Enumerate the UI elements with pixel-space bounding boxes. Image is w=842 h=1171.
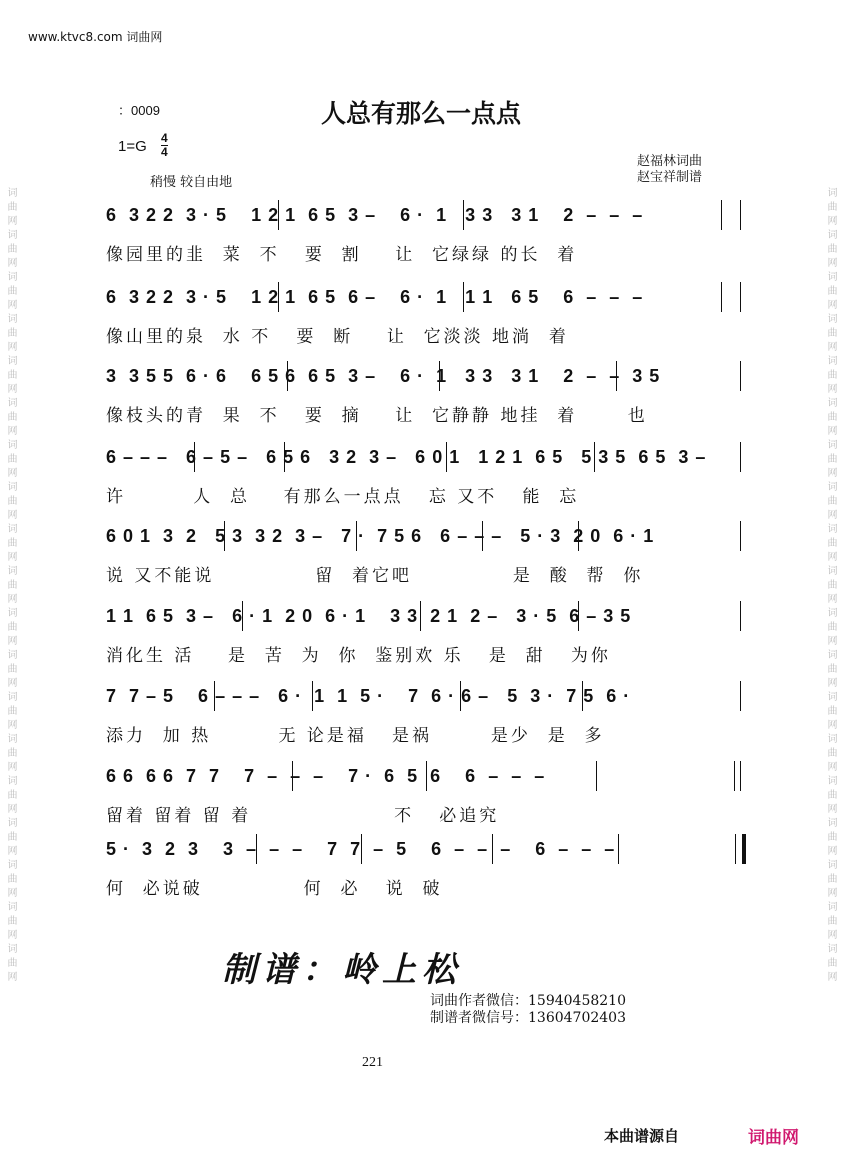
notation-text: 1 1 6 5 3 – 6 · 1 2 0 6 · 1 3 3 2 1 2 – 3 · 5 6 – 3 5 [106,606,632,626]
notation-row [106,597,746,635]
barline [463,200,464,230]
lyrics-row: 消化生 活 是 苦 为 你 鉴别欢 乐 是 甜 为你 [106,646,611,666]
notation-row [106,517,746,555]
barline [578,601,579,631]
barline [740,442,741,472]
song-code: ：0009 [118,103,160,118]
barline [446,442,447,472]
notation-row [106,357,746,395]
barline [740,761,741,791]
barline [460,681,461,711]
barline [492,834,493,864]
song-title: 人总有那么一点点 [320,99,521,128]
notation-row [106,438,746,476]
notation-text: 6 3 2 2 3 · 5 1 2 1 6 5 6 – 6 · 1 1 1 6 5 6 – – – [106,287,644,307]
barline [312,681,313,711]
final-barline [735,834,746,864]
time-top: 4 [161,131,168,145]
lyrics-row: 留着 留着 留 着 不 必追究 [106,806,500,826]
barline [578,521,579,551]
notation-row [106,757,746,795]
notation-text: 6 – – – 6 – 5 – 6 5 6 3 2 3 – 6 0 1 1 2 1 6 5 5 3 5 6 5 3 – [106,447,707,467]
lyrics-row: 何 必说破 何 必 说 破 [106,879,443,899]
barline [278,282,279,312]
barline [194,442,195,472]
lyrics-row: 像园里的韭 菜 不 要 割 让 它绿绿 的长 着 [106,245,578,265]
notation-text: 6 0 1 3 2 5 3 3 2 3 – 7 · 7 5 6 6 – – – 5 · 3 2 0 6 · 1 [106,526,655,546]
notation-text: 3 3 5 5 6 · 6 6 5 6 6 5 3 – 6 · 1 3 3 3 1 2 – – 3 5 [106,366,661,386]
barline [287,361,288,391]
barline [734,761,735,791]
barline [292,761,293,791]
barline [278,200,279,230]
tempo-marking: 稍慢 较自由地 [150,175,233,190]
notation-row [106,278,746,316]
lyrics-row: 像山里的泉 水 不 要 断 让 它淡淡 地淌 着 [106,327,569,347]
barline [242,601,243,631]
barline [284,442,285,472]
barline [214,681,215,711]
wechat-info [430,993,626,1027]
barline [721,282,722,312]
barline [740,361,741,391]
lyrics-row: 像枝头的青 果 不 要 摘 让 它静静 地挂 着 也 [106,406,648,426]
lyricist-credit: 赵福林词曲 [637,154,703,169]
barline [594,442,595,472]
notation-row [106,830,746,868]
time-bottom: 4 [161,145,168,159]
barline [721,200,722,230]
barline [356,521,357,551]
notation-row [106,196,746,234]
credits [637,154,702,186]
barline [616,361,617,391]
wechat-lyricist: 词曲作者微信：15940458210 [430,993,626,1009]
page-number: 221 [362,1055,383,1070]
barline [740,200,741,230]
notation-text: 6 6 6 6 7 7 7 – – – 7 · 6 5 6 6 – – – [106,766,546,786]
notation-row [106,677,746,715]
arranger-credit: 赵宝祥制谱 [637,170,703,185]
notation-text: 5 · 3 2 3 3 – – – 7 7 – 5 6 – – – 6 – – – [106,839,616,859]
key-signature: 1=G [118,138,147,155]
barline [596,761,597,791]
barline [439,361,440,391]
barline [618,834,619,864]
barline [256,834,257,864]
watermark-right: 词曲网词曲网词曲网词曲网词曲网词曲网词曲网词曲网词曲网词曲网词曲网词曲网词曲网词曲网词曲网词曲网词曲网词曲网词曲网 [825,186,836,985]
notation-text: 6 3 2 2 3 · 5 1 2 1 6 5 3 – 6 · 1 3 3 3 1 2 – – – [106,205,644,225]
lyrics-row: 许 人 总 有那么一点点 忘 又不 能 忘 [106,487,580,507]
barline [740,681,741,711]
time-signature [161,132,168,159]
maker-signature: 制谱：岭上松 [222,950,462,990]
barline [361,834,362,864]
barline [482,521,483,551]
barline [420,601,421,631]
wechat-arranger: 制谱者微信号：13604702403 [430,1010,626,1026]
watermark-left: 词曲网词曲网词曲网词曲网词曲网词曲网词曲网词曲网词曲网词曲网词曲网词曲网词曲网词曲网词曲网词曲网词曲网词曲网词曲网 [5,186,16,985]
barline [582,681,583,711]
barline [224,521,225,551]
source-label: 本曲谱源自 [604,1127,680,1145]
source-brand[interactable]: 词曲网 [748,1128,799,1148]
notation-text: 7 7 – 5 6 – – – 6 · 1 1 5 · 7 6 · 6 – 5 3 · 7 5 6 · [106,686,631,706]
barline [740,282,741,312]
lyrics-row: 说 又不能说 留 着它吧 是 酸 帮 你 [106,566,644,586]
barline [463,282,464,312]
barline [740,601,741,631]
barline [740,521,741,551]
lyrics-row: 添力 加 热 无 论是福 是祸 是少 是 多 [106,726,605,746]
site-url[interactable]: www.ktvc8.com 词曲网 [28,30,163,44]
barline [426,761,427,791]
